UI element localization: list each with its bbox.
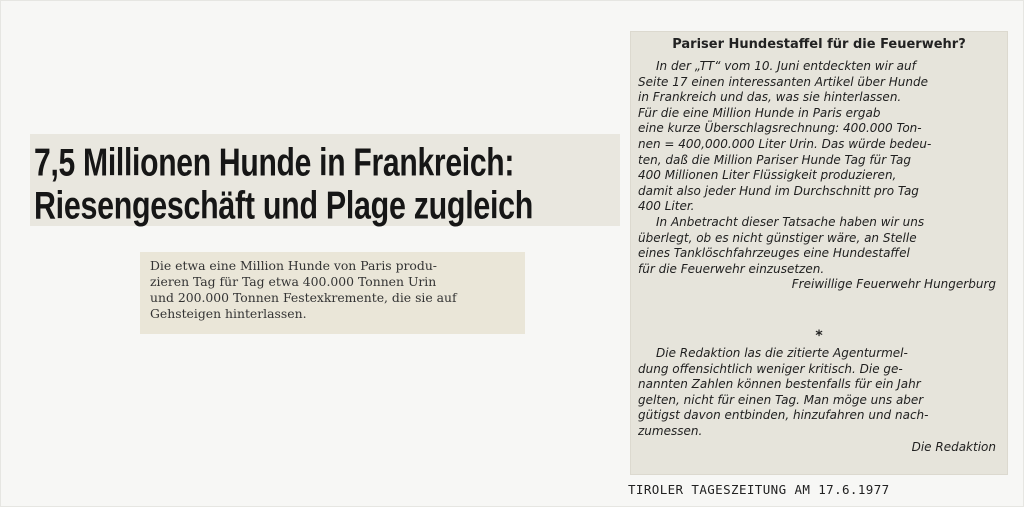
letter-line: 400 Liter. bbox=[638, 199, 695, 214]
letter-line: eines Tanklöschfahrzeuges eine Hundestaffel bbox=[638, 246, 910, 261]
letter-title: Pariser Hundestaffel für die Feuerwehr? bbox=[672, 37, 966, 52]
caption-text bbox=[150, 258, 512, 322]
caption-line: zieren Tag für Tag etwa 400.000 Tonnen Urin bbox=[150, 274, 437, 289]
letter-line: In der „TT“ vom 10. Juni entdeckten wir auf bbox=[656, 59, 916, 73]
reply-line: dung offensichtlich weniger kritisch. Die ge- bbox=[638, 361, 903, 376]
letter-signature: Freiwillige Feuerwehr Hungerburg bbox=[791, 277, 996, 292]
letter-line: Für die eine Million Hunde in Paris ergab bbox=[638, 105, 881, 120]
letter-line: für die Feuerwehr einzusetzen. bbox=[638, 261, 825, 276]
reply-body bbox=[638, 346, 1000, 455]
letter-line: überlegt, ob es nicht günstiger wäre, an Stelle bbox=[638, 230, 917, 245]
letter-line: eine kurze Überschlagsrechnung: 400.000 Ton- bbox=[638, 121, 922, 136]
reply-line: gelten, nicht für einen Tag. Man möge uns aber bbox=[638, 392, 924, 407]
caption-clipping bbox=[140, 252, 525, 334]
letter-line: ten, daß die Million Pariser Hunde Tag für Tag bbox=[638, 152, 912, 167]
letter-clipping bbox=[630, 31, 1008, 475]
caption-line: Gehsteigen hinterlassen. bbox=[150, 306, 307, 321]
reply-line: nannten Zahlen können bestenfalls für ein Jahr bbox=[638, 377, 921, 392]
letter-body bbox=[638, 59, 1000, 293]
caption-line: Die etwa eine Million Hunde von Paris produ- bbox=[150, 258, 437, 273]
letter-line: damit also jeder Hund im Durchschnitt pro Tag bbox=[638, 183, 919, 198]
reply-line: gütigst davon entbinden, hinzufahren und nach- bbox=[638, 408, 929, 423]
section-separator: * bbox=[815, 328, 823, 344]
headline-clipping bbox=[30, 134, 620, 226]
reply-line: Die Redaktion las die zitierte Agenturmel- bbox=[656, 346, 908, 360]
source-note: TIROLER TAGESZEITUNG AM 17.6.1977 bbox=[628, 482, 890, 497]
headline-line-1: 7,5 Millionen Hunde in Frankreich: bbox=[34, 140, 515, 184]
reply-signature: Die Redaktion bbox=[911, 439, 996, 454]
caption-line: und 200.000 Tonnen Festexkremente, die sie auf bbox=[150, 290, 457, 305]
letter-line: in Frankreich und das, was sie hinterlassen. bbox=[638, 90, 902, 105]
headline-line-2: Riesengeschäft und Plage zugleich bbox=[34, 183, 534, 227]
reply-line: zumessen. bbox=[638, 423, 703, 438]
letter-line: Seite 17 einen interessanten Artikel über Hunde bbox=[638, 74, 929, 89]
letter-line: 400 Millionen Liter Flüssigkeit produzieren, bbox=[638, 168, 897, 183]
letter-line: nen = 400,000.000 Liter Urin. Das würde bedeu- bbox=[638, 136, 932, 151]
letter-line: In Anbetracht dieser Tatsache haben wir uns bbox=[656, 214, 925, 229]
